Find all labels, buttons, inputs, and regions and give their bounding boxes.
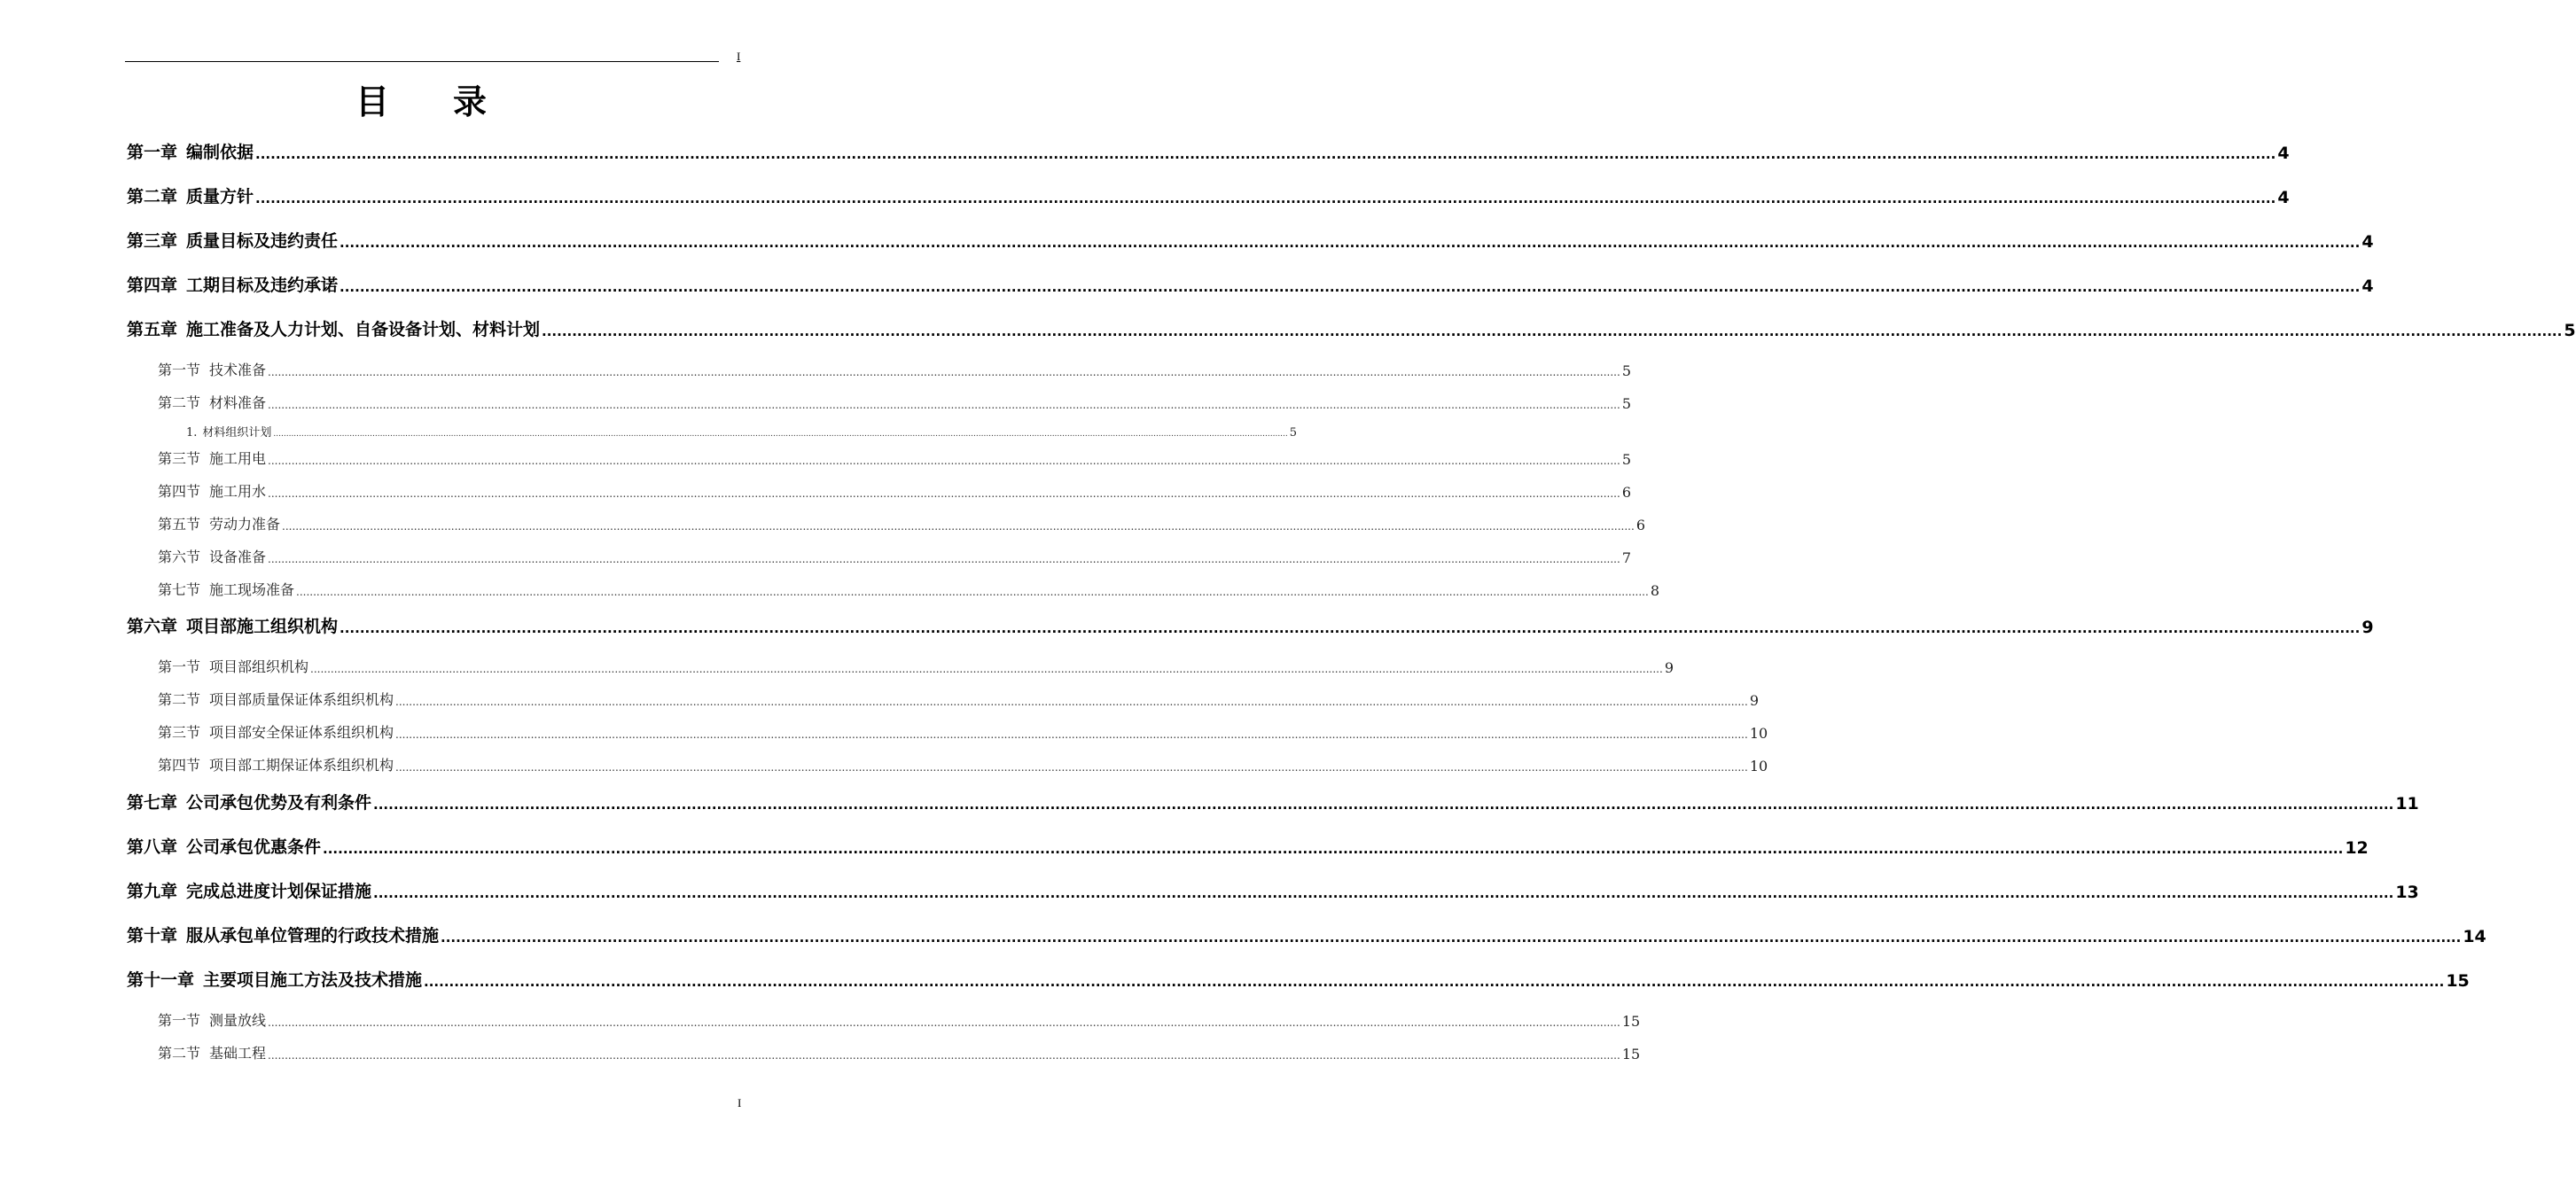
- toc-entry-page: 5: [2564, 321, 2576, 340]
- toc-entry-number: 1.: [186, 426, 198, 440]
- toc-entry-page: 4: [2361, 232, 2374, 252]
- toc-entry-chapter[interactable]: [127, 273, 2374, 296]
- toc-entry-title: 设备准备: [209, 549, 267, 565]
- page-title: [0, 74, 842, 123]
- toc-leader-dots: ................................................................................................................................................................................................................................................................................................................................................................................................................: [340, 279, 2361, 295]
- toc-entry-number: 第五章: [127, 320, 178, 339]
- toc-leader-dots: ................................................................................................................................................................................................................................................................................................................................................................................................................: [255, 191, 2276, 206]
- toc-entry-page: 5: [1289, 426, 1298, 440]
- toc-entry-title: 质量方针: [186, 187, 254, 206]
- toc-leader-dots: ................................................................................................................................................................................................................................................................................................................................................................................................................: [340, 620, 2361, 636]
- toc-leader-dots: ................................................................................................................................................................................................................................................................................................................................................................................................................: [282, 520, 1635, 533]
- toc-entry-page: 5: [1621, 362, 1631, 379]
- toc-entry-number: 第八章: [127, 837, 178, 857]
- toc-entry-section[interactable]: [158, 1010, 1641, 1030]
- toc-entry-number: 第三节: [158, 450, 201, 467]
- toc-entry-page: 6: [1621, 484, 1631, 501]
- toc-entry-page: 15: [2446, 971, 2470, 991]
- toc-entry-page: 10: [1749, 758, 1768, 775]
- toc-entry-number: 第六节: [158, 549, 201, 565]
- toc-entry-title: 项目部安全保证体系组织机构: [209, 724, 394, 741]
- toc-entry-number: 第六章: [127, 617, 178, 636]
- toc-entry-number: 第四节: [158, 757, 201, 774]
- toc-entry-title: 劳动力准备: [209, 516, 281, 533]
- toc-entry-page: 6: [1635, 517, 1645, 533]
- toc-entry-chapter[interactable]: [127, 229, 2374, 252]
- toc-entry-page: 10: [1749, 725, 1768, 742]
- toc-leader-dots: ................................................................................................................................................................................................................................................................................................................................................................................................................: [395, 696, 1748, 708]
- toc-entry-page: 5: [1621, 451, 1631, 468]
- toc-entry-title: 质量目标及违约责任: [186, 231, 339, 251]
- header-page-number: I: [737, 50, 741, 63]
- toc-entry-page: 14: [2463, 927, 2486, 946]
- toc-entry-page: 4: [2277, 188, 2290, 207]
- toc-entry-page: 4: [2361, 276, 2374, 296]
- toc-leader-dots: ................................................................................................................................................................................................................................................................................................................................................................................................................: [310, 663, 1663, 675]
- toc-entry-number: 第五节: [158, 516, 201, 533]
- toc-entry-chapter[interactable]: [127, 140, 2290, 163]
- toc-leader-dots: ................................................................................................................................................................................................................................................................................................................................................................................................................: [323, 841, 2344, 857]
- toc-entry-section[interactable]: [158, 657, 1674, 676]
- toc-entry-section[interactable]: [158, 393, 1631, 412]
- toc-entry-number: 第一节: [158, 1012, 201, 1029]
- toc-entry-section[interactable]: [158, 689, 1759, 709]
- toc-entry-title: 材料组织计划: [202, 426, 272, 440]
- toc-entry-title: 服从承包单位管理的行政技术措施: [186, 926, 440, 946]
- toc-entry-title: 材料准备: [209, 394, 267, 411]
- toc-entry-page: 9: [1664, 659, 1674, 676]
- toc-entry-number: 第三章: [127, 231, 178, 251]
- toc-entry-section[interactable]: [158, 360, 1631, 379]
- toc-entry-section[interactable]: [158, 722, 1768, 742]
- toc-leader-dots: ................................................................................................................................................................................................................................................................................................................................................................................................................: [340, 235, 2361, 251]
- toc-leader-dots: ................................................................................................................................................................................................................................................................................................................................................................................................................: [268, 487, 1620, 500]
- toc-entry-title: 基础工程: [209, 1045, 267, 1062]
- toc-entry-section[interactable]: [158, 1043, 1641, 1063]
- toc-entry-sub[interactable]: [186, 424, 1298, 440]
- toc-entry-title: 项目部组织机构: [209, 658, 309, 675]
- toc-entry-number: 第十章: [127, 926, 178, 946]
- toc-leader-dots: ................................................................................................................................................................................................................................................................................................................................................................................................................: [296, 586, 1649, 598]
- toc-entry-chapter[interactable]: [127, 790, 2419, 813]
- toc-entry-number: 第三节: [158, 724, 201, 741]
- toc-leader-dots: ................................................................................................................................................................................................................................................................................................................................................................................................................: [395, 728, 1748, 741]
- toc-leader-dots: ................................................................................................................................................................................................................................................................................................................................................................................................................: [268, 455, 1620, 467]
- toc-entry-title: 施工用水: [209, 483, 267, 500]
- toc-entry-title: 项目部质量保证体系组织机构: [209, 691, 394, 708]
- toc-entry-title: 公司承包优势及有利条件: [186, 793, 372, 813]
- toc-leader-dots: ................................................................................................................................................................................................................................................................................................................................................................................................................: [268, 1016, 1620, 1029]
- toc-entry-page: 11: [2395, 794, 2419, 813]
- toc-entry-title: 施工准备及人力计划、自备设备计划、材料计划: [186, 320, 541, 339]
- toc-entry-number: 第二节: [158, 394, 201, 411]
- toc-entry-number: 第四节: [158, 483, 201, 500]
- toc-entry-title: 完成总进度计划保证措施: [186, 882, 372, 901]
- toc-entry-number: 第一节: [158, 362, 201, 378]
- toc-entry-page: 4: [2277, 144, 2290, 163]
- toc-entry-title: 施工现场准备: [209, 581, 295, 598]
- toc-entry-title: 工期目标及违约承诺: [186, 276, 339, 295]
- toc-entry-number: 第一章: [127, 143, 178, 162]
- toc-leader-dots: ................................................................................................................................................................................................................................................................................................................................................................................................................: [542, 323, 2563, 339]
- toc-leader-dots: ................................................................................................................................................................................................................................................................................................................................................................................................................: [373, 797, 2394, 813]
- toc-entry-number: 第四章: [127, 276, 178, 295]
- toc-entry-chapter[interactable]: [127, 835, 2369, 858]
- toc-leader-dots: ................................................................................................................................................................................................................................................................................................................................................................................................................: [268, 1049, 1620, 1062]
- toc-entry-number: 第七章: [127, 793, 178, 813]
- toc-entry-title: 项目部工期保证体系组织机构: [209, 757, 394, 774]
- toc-entry-page: 9: [2361, 618, 2374, 637]
- toc-leader-dots: ................................................................................................................................................................................................................................................................................................................................................................................................................: [273, 430, 1288, 439]
- toc-entry-page: 9: [1749, 692, 1759, 709]
- toc-leader-dots: ................................................................................................................................................................................................................................................................................................................................................................................................................: [255, 146, 2276, 162]
- title-char-2: 录: [453, 82, 488, 121]
- toc-entry-section[interactable]: [158, 755, 1768, 775]
- toc-entry-chapter[interactable]: [127, 614, 2374, 637]
- toc-entry-page: 8: [1650, 582, 1659, 599]
- toc-entry-section[interactable]: [158, 514, 1645, 533]
- toc-entry-page: 7: [1621, 549, 1631, 566]
- toc-entry-page: 5: [1621, 395, 1631, 412]
- toc-entry-section[interactable]: [158, 547, 1631, 566]
- toc-entry-page: 13: [2395, 883, 2419, 902]
- toc-leader-dots: ................................................................................................................................................................................................................................................................................................................................................................................................................: [268, 553, 1620, 565]
- toc-leader-dots: ................................................................................................................................................................................................................................................................................................................................................................................................................: [424, 974, 2445, 990]
- toc-entry-number: 第二节: [158, 691, 201, 708]
- toc-entry-page: 12: [2345, 838, 2369, 858]
- toc-entry-title: 公司承包优惠条件: [186, 837, 322, 857]
- toc-entry-chapter[interactable]: [127, 317, 2576, 340]
- header-rule: [125, 61, 719, 62]
- title-char-1: 目: [355, 82, 389, 121]
- footer-page-number: I: [738, 1096, 742, 1109]
- toc-entry-chapter[interactable]: [127, 879, 2419, 902]
- toc-entry-title: 主要项目施工方法及技术措施: [203, 970, 423, 990]
- toc-entry-section[interactable]: [158, 580, 1659, 599]
- toc-entry-chapter[interactable]: [127, 184, 2290, 207]
- toc-entry-title: 编制依据: [186, 143, 254, 162]
- toc-entry-page: 15: [1621, 1046, 1641, 1063]
- toc-entry-number: 第二章: [127, 187, 178, 206]
- toc-entry-title: 测量放线: [209, 1012, 267, 1029]
- toc-entry-number: 第二节: [158, 1045, 201, 1062]
- toc-entry-number: 第七节: [158, 581, 201, 598]
- toc-leader-dots: ................................................................................................................................................................................................................................................................................................................................................................................................................: [268, 399, 1620, 411]
- toc-leader-dots: ................................................................................................................................................................................................................................................................................................................................................................................................................: [268, 366, 1620, 378]
- toc-leader-dots: ................................................................................................................................................................................................................................................................................................................................................................................................................: [441, 930, 2462, 946]
- toc-leader-dots: ................................................................................................................................................................................................................................................................................................................................................................................................................: [373, 885, 2394, 901]
- toc-entry-number: 第十一章: [127, 970, 195, 990]
- toc-entry-section[interactable]: [158, 448, 1631, 468]
- toc-leader-dots: ................................................................................................................................................................................................................................................................................................................................................................................................................: [395, 761, 1748, 774]
- toc-entry-title: 项目部施工组织机构: [186, 617, 339, 636]
- toc-entry-title: 技术准备: [209, 362, 267, 378]
- toc-entry-number: 第九章: [127, 882, 178, 901]
- toc-entry-page: 15: [1621, 1013, 1641, 1030]
- toc-entry-title: 施工用电: [209, 450, 267, 467]
- toc-entry-number: 第一节: [158, 658, 201, 675]
- toc-entry-section[interactable]: [158, 481, 1631, 501]
- toc-entry-chapter[interactable]: [127, 923, 2486, 946]
- toc-entry-chapter[interactable]: [127, 968, 2470, 991]
